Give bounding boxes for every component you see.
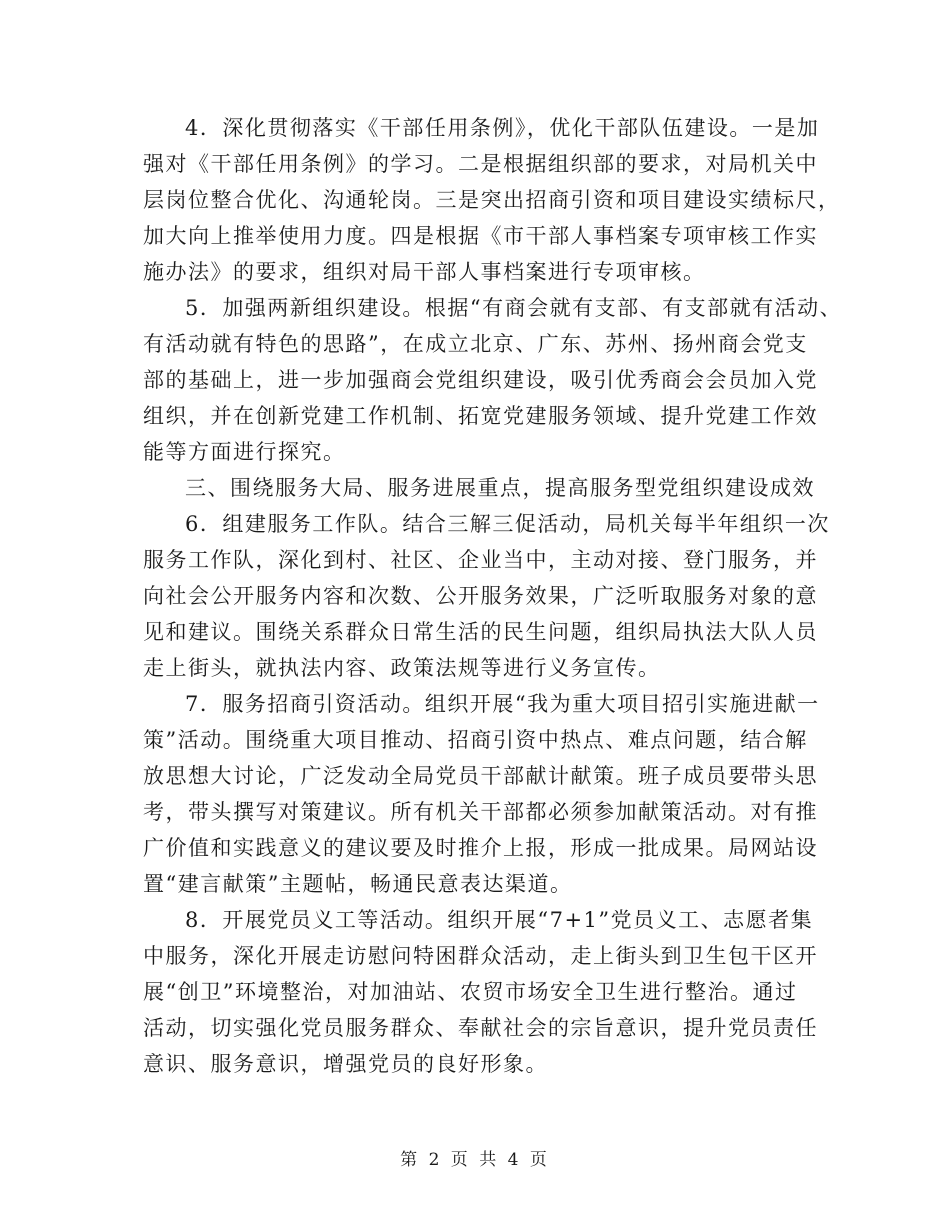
text-line: 强对《干部任用条例》的学习。二是根据组织部的要求，对局机关中 bbox=[143, 152, 818, 176]
page-number-footer: 第 2 页 共 4 页 bbox=[400, 1150, 550, 1170]
text-line: 有活动就有特色的思路”，在成立北京、广东、苏州、扬州商会党支 bbox=[143, 332, 808, 356]
text-line: 能等方面进行探究。 bbox=[143, 440, 346, 464]
text-line: 置“建言献策”主题帖，畅通民意表达渠道。 bbox=[143, 872, 573, 896]
text-line: 加大向上推举使用力度。四是根据《市干部人事档案专项审核工作实 bbox=[143, 224, 818, 248]
text-line: 7．服务招商引资活动。组织开展“我为重大项目招引实施进献一 bbox=[185, 692, 820, 716]
text-line: 5．加强两新组织建设。根据“有商会就有支部、有支部就有活动、 bbox=[185, 296, 843, 320]
text-line: 中服务，深化开展走访慰问特困群众活动，走上街头到卫生包干区开 bbox=[143, 944, 818, 968]
text-line: 层岗位整合优化、沟通轮岗。三是突出招商引资和项目建设实绩标尺， bbox=[143, 188, 841, 212]
document-body bbox=[143, 110, 843, 1082]
text-line: 广价值和实践意义的建议要及时推介上报，形成一批成果。局网站设 bbox=[143, 836, 818, 860]
text-line: 展“创卫”环境整治，对加油站、农贸市场安全卫生进行整治。通过 bbox=[143, 980, 798, 1004]
text-line: 策”活动。围绕重大项目推动、招商引资中热点、难点问题，结合解 bbox=[143, 728, 808, 752]
text-line: 组织，并在创新党建工作机制、拓宽党建服务领域、提升党建工作效 bbox=[143, 404, 818, 428]
text-line: 放思想大讨论，广泛发动全局党员干部献计献策。班子成员要带头思 bbox=[143, 764, 818, 788]
text-line: 向社会公开服务内容和次数、公开服务效果，广泛听取服务对象的意 bbox=[143, 584, 818, 608]
text-line: 见和建议。围绕关系群众日常生活的民生问题，组织局执法大队人员 bbox=[143, 620, 818, 644]
text-line: 部的基础上，进一步加强商会党组织建设，吸引优秀商会会员加入党 bbox=[143, 368, 818, 392]
section-heading: 三、围绕服务大局、服务进展重点，提高服务型党组织建设成效 bbox=[185, 476, 815, 500]
text-line: 意识、服务意识，增强党员的良好形象。 bbox=[143, 1052, 548, 1076]
text-line: 6．组建服务工作队。结合三解三促活动，局机关每半年组织一次 bbox=[185, 512, 830, 536]
text-line: 施办法》的要求，组织对局干部人事档案进行专项审核。 bbox=[143, 260, 706, 284]
text-line: 走上街头，就执法内容、政策法规等进行义务宣传。 bbox=[143, 656, 661, 680]
text-line: 4．深化贯彻落实《干部任用条例》，优化干部队伍建设。一是加 bbox=[185, 116, 820, 140]
text-line: 服务工作队，深化到村、社区、企业当中，主动对接、登门服务，并 bbox=[143, 548, 818, 572]
text-line: 考，带头撰写对策建议。所有机关干部都必须参加献策活动。对有推 bbox=[143, 800, 818, 824]
text-line: 8．开展党员义工等活动。组织开展“7+1”党员义工、志愿者集 bbox=[185, 908, 814, 932]
text-line: 活动，切实强化党员服务群众、奉献社会的宗旨意识，提升党员责任 bbox=[143, 1016, 818, 1040]
